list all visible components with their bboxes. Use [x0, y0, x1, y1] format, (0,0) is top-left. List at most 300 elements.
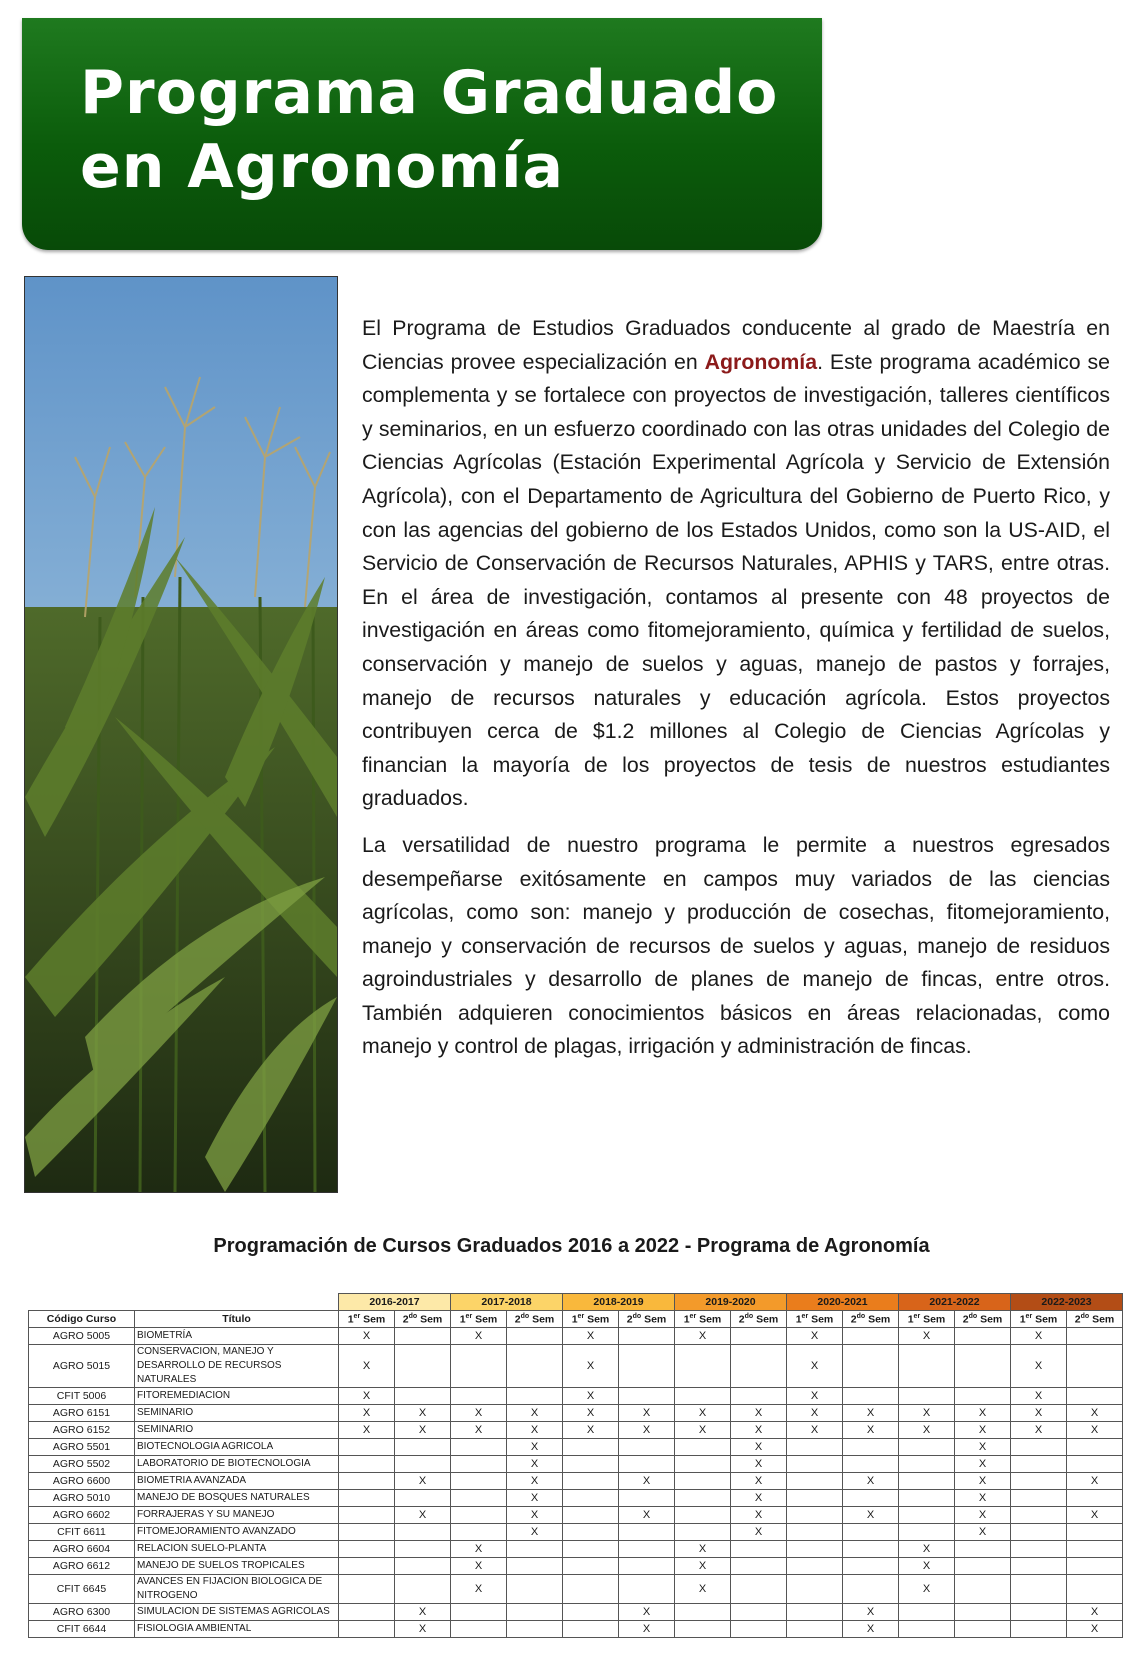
offering-cell: X	[563, 1388, 619, 1405]
offering-cell	[619, 1490, 675, 1507]
course-code: CFIT 6611	[29, 1524, 135, 1541]
offering-cell	[675, 1524, 731, 1541]
offering-cell: X	[1067, 1422, 1123, 1439]
course-title: CONSERVACION, MANEJO Y DESARROLLO DE RECURSOS NATURALES	[135, 1345, 339, 1388]
title-line-2: en Agronomía	[80, 132, 565, 202]
offering-cell	[1067, 1328, 1123, 1345]
offering-cell	[339, 1507, 395, 1524]
offering-cell: X	[507, 1490, 563, 1507]
semester-suffix: do	[408, 1312, 418, 1320]
course-row	[29, 1388, 1123, 1405]
course-row	[29, 1507, 1123, 1524]
offering-cell	[843, 1388, 899, 1405]
offering-cell	[955, 1541, 1011, 1558]
offering-cell: X	[731, 1507, 787, 1524]
first-semester-header	[787, 1311, 843, 1328]
offering-cell: X	[955, 1405, 1011, 1422]
offering-cell	[731, 1541, 787, 1558]
empty-header-cell	[135, 1294, 339, 1311]
offering-cell: X	[899, 1422, 955, 1439]
offering-cell: X	[507, 1456, 563, 1473]
semester-suffix: er	[465, 1312, 473, 1320]
offering-cell	[451, 1490, 507, 1507]
course-title: AVANCES EN FIJACION BIOLOGICA DE NITROGENO	[135, 1575, 339, 1604]
semester-word: Sem	[1092, 1313, 1115, 1326]
offering-cell	[1011, 1456, 1067, 1473]
offering-cell: X	[955, 1473, 1011, 1490]
offering-cell: X	[1011, 1388, 1067, 1405]
offering-cell	[563, 1456, 619, 1473]
course-code: AGRO 6600	[29, 1473, 135, 1490]
offering-cell	[1011, 1621, 1067, 1638]
offering-cell	[1011, 1604, 1067, 1621]
semester-number: 2	[738, 1313, 745, 1326]
offering-cell	[955, 1388, 1011, 1405]
year-header: 2017-2018	[451, 1294, 563, 1311]
semester-number: 1	[347, 1313, 354, 1326]
offering-cell: X	[731, 1456, 787, 1473]
offering-cell	[787, 1541, 843, 1558]
course-code: AGRO 5015	[29, 1345, 135, 1388]
offering-cell	[955, 1328, 1011, 1345]
offering-cell	[619, 1541, 675, 1558]
offering-cell	[451, 1507, 507, 1524]
offering-cell	[843, 1524, 899, 1541]
semester-number: 2	[1074, 1313, 1081, 1326]
offering-cell: X	[731, 1473, 787, 1490]
offering-cell	[619, 1328, 675, 1345]
offering-cell	[899, 1439, 955, 1456]
offering-cell: X	[955, 1456, 1011, 1473]
second-semester-header	[843, 1311, 899, 1328]
offering-cell	[843, 1575, 899, 1604]
offering-cell	[563, 1473, 619, 1490]
semester-number: 2	[850, 1313, 857, 1326]
offering-cell: X	[619, 1405, 675, 1422]
offering-cell: X	[619, 1507, 675, 1524]
offering-cell	[507, 1345, 563, 1388]
offering-cell	[843, 1456, 899, 1473]
intro-paragraph-1	[362, 312, 1110, 816]
offering-cell: X	[507, 1422, 563, 1439]
offering-cell: X	[787, 1345, 843, 1388]
course-title: FISIOLOGIA AMBIENTAL	[135, 1621, 339, 1638]
offering-cell	[563, 1439, 619, 1456]
semester-suffix: er	[913, 1312, 921, 1320]
offering-cell	[563, 1507, 619, 1524]
offering-cell: X	[1011, 1328, 1067, 1345]
offering-cell: X	[395, 1422, 451, 1439]
course-code: AGRO 5005	[29, 1328, 135, 1345]
offering-cell: X	[339, 1388, 395, 1405]
offering-cell: X	[1067, 1604, 1123, 1621]
offering-cell: X	[339, 1345, 395, 1388]
semester-number: 1	[907, 1313, 914, 1326]
offering-cell: X	[731, 1439, 787, 1456]
year-header: 2022-2023	[1011, 1294, 1123, 1311]
offering-cell	[619, 1388, 675, 1405]
offering-cell: X	[955, 1422, 1011, 1439]
course-row	[29, 1345, 1123, 1388]
year-header: 2021-2022	[899, 1294, 1011, 1311]
agronomia-highlight: Agronomía	[704, 349, 818, 374]
offering-cell	[675, 1507, 731, 1524]
offering-cell	[1067, 1541, 1123, 1558]
offering-cell: X	[675, 1575, 731, 1604]
offering-cell	[787, 1507, 843, 1524]
offering-cell: X	[843, 1507, 899, 1524]
first-semester-header	[339, 1311, 395, 1328]
offering-cell: X	[507, 1439, 563, 1456]
intro-p1-start: El Programa de Estudios Graduados conducente al grado de Maestría en Ciencias provee especialización en	[362, 316, 1110, 374]
empty-header-cell	[29, 1294, 135, 1311]
offering-cell	[899, 1473, 955, 1490]
offering-cell	[675, 1388, 731, 1405]
offering-cell	[1011, 1524, 1067, 1541]
offering-cell	[1067, 1575, 1123, 1604]
code-column-header: Código Curso	[29, 1311, 135, 1328]
offering-cell	[899, 1621, 955, 1638]
offering-cell: X	[451, 1422, 507, 1439]
offering-cell: X	[619, 1422, 675, 1439]
offering-cell	[731, 1558, 787, 1575]
offering-cell: X	[339, 1422, 395, 1439]
offering-cell: X	[1011, 1422, 1067, 1439]
offering-cell	[395, 1541, 451, 1558]
offering-cell: X	[731, 1422, 787, 1439]
offering-cell	[619, 1524, 675, 1541]
year-header: 2019-2020	[675, 1294, 787, 1311]
course-row	[29, 1422, 1123, 1439]
offering-cell: X	[731, 1405, 787, 1422]
offering-cell	[1067, 1524, 1123, 1541]
offering-cell	[507, 1388, 563, 1405]
offering-cell	[451, 1439, 507, 1456]
offering-cell	[395, 1439, 451, 1456]
offering-cell	[339, 1524, 395, 1541]
semester-suffix: er	[689, 1312, 697, 1320]
offering-cell	[451, 1473, 507, 1490]
offering-cell	[339, 1604, 395, 1621]
semester-word: Sem	[532, 1313, 555, 1326]
offering-cell	[731, 1345, 787, 1388]
offering-cell	[507, 1328, 563, 1345]
offering-cell	[339, 1456, 395, 1473]
offering-cell: X	[1011, 1345, 1067, 1388]
offering-cell	[843, 1558, 899, 1575]
offering-cell: X	[451, 1541, 507, 1558]
offering-cell	[507, 1558, 563, 1575]
offering-cell	[787, 1524, 843, 1541]
semester-number: 1	[683, 1313, 690, 1326]
offering-cell: X	[507, 1473, 563, 1490]
offering-cell	[339, 1490, 395, 1507]
semester-suffix: do	[520, 1312, 530, 1320]
offering-cell: X	[619, 1604, 675, 1621]
intro-paragraph-2: La versatilidad de nuestro programa le permite a nuestros egresados desempeñarse exitósamente en campos muy variados de las ciencias agrícolas, como son: manejo y producción de cosechas, fitomejoramiento, manejo y conservación de recursos de suelos y aguas, manejo de residuos agroindustriales y desarrollo de planes de manejo de fincas, entre otros. También adquieren conocimientos básicos en áreas relacionadas, como manejo y control de plagas, irrigación y administración de fincas.	[362, 832, 1110, 1059]
offering-cell: X	[843, 1422, 899, 1439]
semester-word: Sem	[420, 1313, 443, 1326]
offering-cell	[507, 1604, 563, 1621]
offering-cell	[843, 1490, 899, 1507]
offering-cell	[619, 1558, 675, 1575]
offering-cell	[955, 1604, 1011, 1621]
course-code: AGRO 6152	[29, 1422, 135, 1439]
offering-cell	[843, 1541, 899, 1558]
offering-cell: X	[675, 1422, 731, 1439]
course-row	[29, 1524, 1123, 1541]
semester-number: 2	[626, 1313, 633, 1326]
offering-cell	[787, 1439, 843, 1456]
semester-word: Sem	[868, 1313, 891, 1326]
offering-cell: X	[675, 1541, 731, 1558]
offering-cell: X	[619, 1621, 675, 1638]
offering-cell	[339, 1558, 395, 1575]
offering-cell	[395, 1456, 451, 1473]
offering-cell: X	[675, 1328, 731, 1345]
offering-cell	[899, 1604, 955, 1621]
offering-cell	[395, 1328, 451, 1345]
course-row	[29, 1456, 1123, 1473]
offering-cell	[395, 1388, 451, 1405]
first-semester-header	[1011, 1311, 1067, 1328]
offering-cell	[1011, 1439, 1067, 1456]
semester-suffix: do	[856, 1312, 866, 1320]
second-semester-header	[1067, 1311, 1123, 1328]
semester-word: Sem	[644, 1313, 667, 1326]
offering-cell: X	[563, 1345, 619, 1388]
offering-cell: X	[899, 1558, 955, 1575]
offering-cell	[1067, 1345, 1123, 1388]
offering-cell: X	[675, 1405, 731, 1422]
offering-cell: X	[1067, 1405, 1123, 1422]
course-row	[29, 1473, 1123, 1490]
course-code: AGRO 6602	[29, 1507, 135, 1524]
course-code: AGRO 5010	[29, 1490, 135, 1507]
offering-cell	[731, 1604, 787, 1621]
offering-cell: X	[563, 1405, 619, 1422]
semester-word: Sem	[363, 1313, 386, 1326]
semester-suffix: do	[632, 1312, 642, 1320]
semester-suffix: er	[1025, 1312, 1033, 1320]
offering-cell: X	[955, 1524, 1011, 1541]
offering-cell	[339, 1621, 395, 1638]
course-title: BIOMETRIA AVANZADA	[135, 1473, 339, 1490]
course-code: AGRO 5501	[29, 1439, 135, 1456]
offering-cell	[563, 1621, 619, 1638]
course-rows	[29, 1328, 1123, 1638]
offering-cell: X	[899, 1328, 955, 1345]
semester-number: 1	[459, 1313, 466, 1326]
offering-cell	[395, 1524, 451, 1541]
offering-cell: X	[731, 1524, 787, 1541]
course-title: SEMINARIO	[135, 1405, 339, 1422]
offering-cell: X	[507, 1405, 563, 1422]
offering-cell: X	[899, 1541, 955, 1558]
corn-field-photo	[24, 276, 338, 1193]
year-header: 2018-2019	[563, 1294, 675, 1311]
offering-cell: X	[675, 1558, 731, 1575]
semester-number: 1	[1019, 1313, 1026, 1326]
semester-suffix: do	[744, 1312, 754, 1320]
offering-cell	[339, 1439, 395, 1456]
offering-cell: X	[619, 1473, 675, 1490]
offering-cell	[507, 1575, 563, 1604]
offering-cell	[675, 1621, 731, 1638]
offering-cell	[339, 1541, 395, 1558]
offering-cell	[787, 1604, 843, 1621]
offering-cell	[339, 1473, 395, 1490]
offering-cell	[787, 1621, 843, 1638]
course-row	[29, 1439, 1123, 1456]
offering-cell	[675, 1456, 731, 1473]
semester-word: Sem	[811, 1313, 834, 1326]
semester-suffix: er	[353, 1312, 361, 1320]
course-title: MANEJO DE SUELOS TROPICALES	[135, 1558, 339, 1575]
title-banner	[22, 18, 822, 250]
offering-cell	[675, 1439, 731, 1456]
offering-cell	[731, 1388, 787, 1405]
offering-cell	[955, 1621, 1011, 1638]
offering-cell: X	[787, 1422, 843, 1439]
offering-cell	[731, 1328, 787, 1345]
offering-cell: X	[955, 1507, 1011, 1524]
offering-cell	[731, 1575, 787, 1604]
offering-cell	[787, 1456, 843, 1473]
course-title: SEMINARIO	[135, 1422, 339, 1439]
offering-cell	[843, 1345, 899, 1388]
offering-cell	[619, 1456, 675, 1473]
offering-cell	[899, 1456, 955, 1473]
semester-header-row	[29, 1311, 1123, 1328]
offering-cell	[1011, 1575, 1067, 1604]
semester-word: Sem	[923, 1313, 946, 1326]
course-title: FORRAJERAS Y SU MANEJO	[135, 1507, 339, 1524]
offering-cell: X	[843, 1604, 899, 1621]
intro-p1-end: . Este programa académico se complementa y se fortalece con proyectos de investigación, talleres científicos y seminarios, en un esfuerzo coordinado con las otras unidades del Colegio de Ciencias Agrícolas (Estación Experimental Agrícola y Servicio de Extensión Agrícola), con el Departamento de Agricultura del Gobierno de Puerto Rico, y con las agencias del gobierno de los Estados Unidos, como son la US-AID, el Servicio de Conservación de Recursos Naturales, APHIS y TARS, entre otras. En el área de investigación, contamos al presente con 48 proyectos de investigación en áreas como fitomejoramiento, química y fertilidad de suelos, conservación y manejo de suelos y aguas, manejo de pastos y forrajes, manejo de recursos naturales y educación agrícola. Estos proyectos contribuyen cerca de $1.2 millones al Colegio de Ciencias Agrícolas y financian la mayoría de los proyectos de tesis de nuestros estudiantes graduados.	[362, 349, 1110, 811]
semester-number: 2	[962, 1313, 969, 1326]
offering-cell: X	[395, 1621, 451, 1638]
offering-cell: X	[451, 1575, 507, 1604]
offering-cell	[787, 1558, 843, 1575]
semester-suffix: do	[1080, 1312, 1090, 1320]
course-row	[29, 1328, 1123, 1345]
offering-cell	[451, 1524, 507, 1541]
semester-word: Sem	[980, 1313, 1003, 1326]
offering-cell	[955, 1558, 1011, 1575]
course-row	[29, 1604, 1123, 1621]
course-code: CFIT 6644	[29, 1621, 135, 1638]
offering-cell: X	[395, 1507, 451, 1524]
semester-word: Sem	[1035, 1313, 1058, 1326]
course-row	[29, 1575, 1123, 1604]
offering-cell: X	[451, 1405, 507, 1422]
offering-cell: X	[731, 1490, 787, 1507]
intro-text	[362, 312, 1110, 1077]
offering-cell: X	[1067, 1473, 1123, 1490]
offering-cell	[675, 1490, 731, 1507]
offering-cell	[899, 1507, 955, 1524]
offering-cell: X	[843, 1405, 899, 1422]
offering-cell	[899, 1388, 955, 1405]
second-semester-header	[955, 1311, 1011, 1328]
offering-cell	[339, 1575, 395, 1604]
offering-cell: X	[563, 1422, 619, 1439]
page-title	[80, 56, 778, 204]
offering-cell: X	[787, 1405, 843, 1422]
year-header: 2016-2017	[339, 1294, 451, 1311]
offering-cell	[955, 1575, 1011, 1604]
offering-cell	[563, 1558, 619, 1575]
offering-cell	[395, 1558, 451, 1575]
course-row	[29, 1621, 1123, 1638]
offering-cell	[619, 1439, 675, 1456]
offering-cell	[507, 1621, 563, 1638]
offering-cell	[451, 1456, 507, 1473]
offering-cell	[451, 1604, 507, 1621]
course-code: AGRO 6151	[29, 1405, 135, 1422]
first-semester-header	[675, 1311, 731, 1328]
offering-cell	[787, 1575, 843, 1604]
offering-cell	[563, 1604, 619, 1621]
course-code: CFIT 6645	[29, 1575, 135, 1604]
offering-cell	[843, 1328, 899, 1345]
offering-cell: X	[1011, 1405, 1067, 1422]
course-code: AGRO 6604	[29, 1541, 135, 1558]
offering-cell	[1067, 1490, 1123, 1507]
semester-word: Sem	[756, 1313, 779, 1326]
course-title: LABORATORIO DE BIOTECNOLOGIA	[135, 1456, 339, 1473]
semester-suffix: er	[577, 1312, 585, 1320]
year-header-row	[29, 1294, 1123, 1311]
semester-number: 2	[514, 1313, 521, 1326]
course-title: BIOTECNOLOGIA AGRICOLA	[135, 1439, 339, 1456]
offering-cell: X	[451, 1328, 507, 1345]
offering-cell	[451, 1388, 507, 1405]
offering-cell	[1011, 1473, 1067, 1490]
semester-word: Sem	[587, 1313, 610, 1326]
course-row	[29, 1558, 1123, 1575]
semester-suffix: er	[801, 1312, 809, 1320]
offering-cell: X	[451, 1558, 507, 1575]
course-title: BIOMETRÍA	[135, 1328, 339, 1345]
schedule-title: Programación de Cursos Graduados 2016 a 2022 - Programa de Agronomía	[213, 1235, 930, 1257]
course-row	[29, 1405, 1123, 1422]
offering-cell: X	[563, 1328, 619, 1345]
course-title: SIMULACION DE SISTEMAS AGRICOLAS	[135, 1604, 339, 1621]
offering-cell	[563, 1575, 619, 1604]
course-code: AGRO 6612	[29, 1558, 135, 1575]
semester-word: Sem	[475, 1313, 498, 1326]
offering-cell	[563, 1524, 619, 1541]
offering-cell: X	[843, 1621, 899, 1638]
offering-cell: X	[843, 1473, 899, 1490]
offering-cell	[1011, 1541, 1067, 1558]
course-title: RELACION SUELO-PLANTA	[135, 1541, 339, 1558]
offering-cell	[1067, 1558, 1123, 1575]
offering-cell	[563, 1541, 619, 1558]
offering-cell	[899, 1524, 955, 1541]
offering-cell	[675, 1604, 731, 1621]
offering-cell	[619, 1575, 675, 1604]
offering-cell	[1011, 1507, 1067, 1524]
offering-cell	[451, 1621, 507, 1638]
semester-number: 1	[571, 1313, 578, 1326]
offering-cell: X	[955, 1439, 1011, 1456]
offering-cell	[955, 1345, 1011, 1388]
offering-cell	[787, 1490, 843, 1507]
offering-cell	[1011, 1490, 1067, 1507]
